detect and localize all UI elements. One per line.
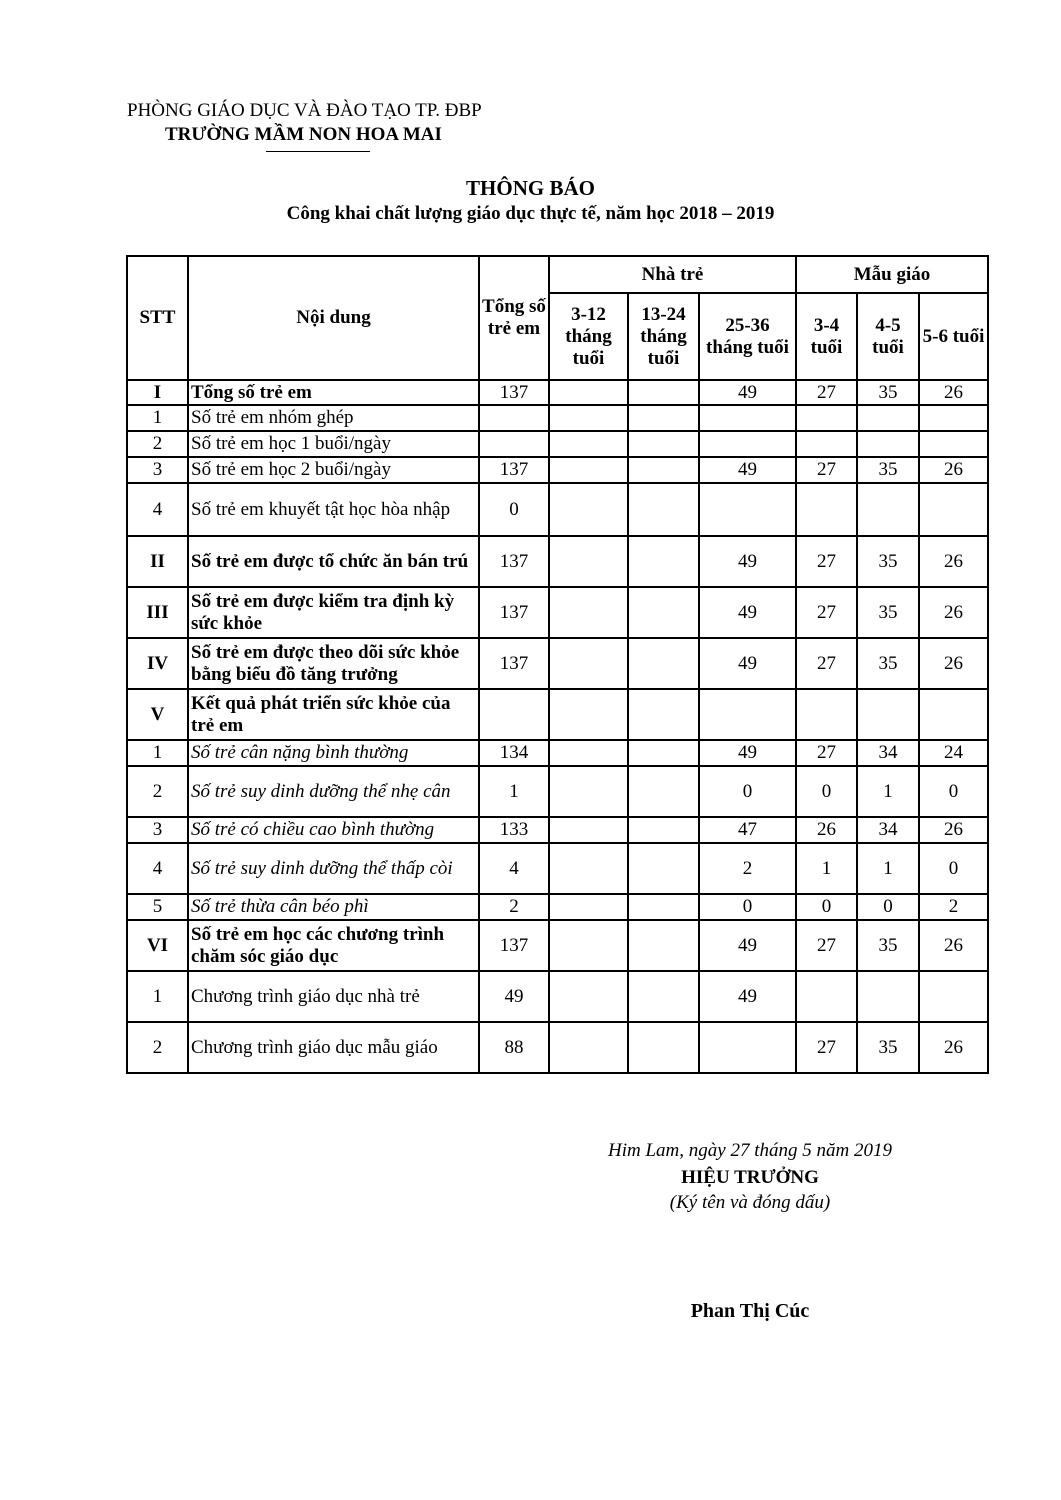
row-stt: I	[127, 380, 188, 405]
row-stt: 1	[127, 405, 188, 431]
row-value-c6: 24	[919, 740, 988, 766]
row-stt: 5	[127, 894, 188, 920]
row-value-c5: 35	[857, 587, 919, 638]
row-value-c5	[857, 431, 919, 457]
row-value-total: 88	[479, 1022, 549, 1073]
row-value-c2	[628, 431, 699, 457]
row-value-c4	[796, 971, 857, 1022]
row-value-c2	[628, 843, 699, 894]
row-value-c3: 0	[699, 894, 796, 920]
row-value-c5: 0	[857, 894, 919, 920]
row-value-c2	[628, 817, 699, 843]
row-value-c5: 35	[857, 638, 919, 689]
row-value-c5: 35	[857, 457, 919, 483]
row-value-c3	[699, 405, 796, 431]
row-value-c1	[549, 894, 628, 920]
row-value-c2	[628, 766, 699, 817]
row-value-c2	[628, 380, 699, 405]
row-value-c3	[699, 431, 796, 457]
document-subtitle: Công khai chất lượng giáo dục thực tế, năm học 2018 – 2019	[286, 203, 775, 224]
row-value-c3: 49	[699, 971, 796, 1022]
row-value-c5	[857, 689, 919, 740]
row-value-c1	[549, 817, 628, 843]
row-value-c3	[699, 483, 796, 536]
header-4-5-years: 4-5 tuổi	[857, 293, 919, 380]
row-value-total: 1	[479, 766, 549, 817]
row-value-c4	[796, 405, 857, 431]
row-stt: V	[127, 689, 188, 740]
row-content: Số trẻ em được kiểm tra định kỳ sức khỏe	[188, 587, 479, 638]
row-value-c2	[628, 894, 699, 920]
row-value-c4	[796, 431, 857, 457]
table-row	[127, 536, 988, 587]
department-name: PHÒNG GIÁO DỤC VÀ ĐÀO TẠO TP. ĐBP	[127, 100, 482, 121]
row-value-total: 4	[479, 843, 549, 894]
table-row	[127, 483, 988, 536]
table-row	[127, 689, 988, 740]
row-value-c4: 27	[796, 587, 857, 638]
row-stt: 2	[127, 431, 188, 457]
header-3-4-years: 3-4 tuổi	[796, 293, 857, 380]
row-value-c3: 2	[699, 843, 796, 894]
row-value-c2	[628, 405, 699, 431]
row-value-c1	[549, 536, 628, 587]
row-value-c3: 49	[699, 920, 796, 971]
row-value-total: 137	[479, 380, 549, 405]
row-value-c5	[857, 405, 919, 431]
row-value-c3: 49	[699, 536, 796, 587]
row-value-c4	[796, 689, 857, 740]
row-value-c6	[919, 971, 988, 1022]
table-row	[127, 740, 988, 766]
table-row	[127, 894, 988, 920]
table-row	[127, 587, 988, 638]
row-content: Kết quả phát triển sức khỏe của trẻ em	[188, 689, 479, 740]
row-value-c1	[549, 766, 628, 817]
row-value-total: 134	[479, 740, 549, 766]
row-value-c4: 26	[796, 817, 857, 843]
row-value-c1	[549, 843, 628, 894]
row-value-c4: 1	[796, 843, 857, 894]
row-value-c6: 26	[919, 920, 988, 971]
row-content: Số trẻ em nhóm ghép	[188, 405, 479, 431]
row-stt: 2	[127, 766, 188, 817]
table-row	[127, 971, 988, 1022]
row-value-c1	[549, 457, 628, 483]
row-value-c6: 26	[919, 817, 988, 843]
row-content: Chương trình giáo dục mẫu giáo	[188, 1022, 479, 1073]
table-row	[127, 843, 988, 894]
row-value-c4: 27	[796, 457, 857, 483]
row-value-c1	[549, 431, 628, 457]
table-row	[127, 920, 988, 971]
header-group-mau-giao: Mẫu giáo	[796, 256, 988, 293]
row-value-total	[479, 431, 549, 457]
table-row	[127, 431, 988, 457]
row-value-c5: 35	[857, 536, 919, 587]
signature-role: HIỆU TRƯỞNG	[681, 1167, 819, 1188]
header-3-12-months: 3-12 tháng tuổi	[549, 293, 628, 380]
row-value-c5: 35	[857, 920, 919, 971]
row-value-total: 2	[479, 894, 549, 920]
table-body	[127, 380, 988, 1073]
signature-name: Phan Thị Cúc	[690, 1300, 810, 1322]
document-title: THÔNG BÁO	[466, 176, 595, 200]
row-value-c6: 26	[919, 457, 988, 483]
row-value-total: 49	[479, 971, 549, 1022]
signature-note: (Ký tên và đóng dấu)	[669, 1192, 831, 1213]
row-stt: 1	[127, 740, 188, 766]
row-content: Số trẻ cân nặng bình thường	[188, 740, 479, 766]
header-13-24-months: 13-24 tháng tuổi	[628, 293, 699, 380]
row-value-c4: 27	[796, 920, 857, 971]
row-stt: 4	[127, 843, 188, 894]
row-value-c2	[628, 1022, 699, 1073]
table-row	[127, 457, 988, 483]
row-stt: 3	[127, 457, 188, 483]
row-stt: 2	[127, 1022, 188, 1073]
header-content: Nội dung	[188, 256, 479, 380]
row-value-c1	[549, 1022, 628, 1073]
row-stt: IV	[127, 638, 188, 689]
row-value-c5	[857, 971, 919, 1022]
table-row	[127, 817, 988, 843]
row-content: Tổng số trẻ em	[188, 380, 479, 405]
row-value-c2	[628, 483, 699, 536]
row-value-c5: 1	[857, 766, 919, 817]
table-row	[127, 405, 988, 431]
header-5-6-years: 5-6 tuổi	[919, 293, 988, 380]
row-value-total: 137	[479, 920, 549, 971]
row-value-c4	[796, 483, 857, 536]
row-stt: II	[127, 536, 188, 587]
row-content: Số trẻ em được tổ chức ăn bán trú	[188, 536, 479, 587]
row-value-c3: 49	[699, 380, 796, 405]
row-value-c4: 0	[796, 766, 857, 817]
row-value-total: 137	[479, 536, 549, 587]
row-value-c6: 26	[919, 536, 988, 587]
row-content: Số trẻ suy dinh dưỡng thể nhẹ cân	[188, 766, 479, 817]
row-value-total: 133	[479, 817, 549, 843]
row-value-c6: 26	[919, 638, 988, 689]
row-value-c6: 0	[919, 766, 988, 817]
row-value-c3: 49	[699, 638, 796, 689]
header-group-nha-tre: Nhà trẻ	[549, 256, 796, 293]
row-value-c3: 47	[699, 817, 796, 843]
row-value-c4: 27	[796, 638, 857, 689]
row-value-c2	[628, 457, 699, 483]
row-value-c2	[628, 587, 699, 638]
row-value-c2	[628, 971, 699, 1022]
signature-place-date: Him Lam, ngày 27 tháng 5 năm 2019	[608, 1140, 892, 1161]
row-value-c6	[919, 689, 988, 740]
row-value-total: 137	[479, 587, 549, 638]
row-value-c4: 27	[796, 380, 857, 405]
row-value-c3: 49	[699, 587, 796, 638]
row-value-c1	[549, 971, 628, 1022]
header-stt: STT	[127, 256, 188, 380]
school-name-underline	[266, 151, 370, 152]
row-value-c3	[699, 1022, 796, 1073]
row-value-c2	[628, 740, 699, 766]
header-total: Tổng số trẻ em	[479, 256, 549, 380]
row-value-c1	[549, 689, 628, 740]
row-value-c4: 0	[796, 894, 857, 920]
row-value-c5: 35	[857, 380, 919, 405]
row-value-c1	[549, 380, 628, 405]
row-value-c3: 49	[699, 457, 796, 483]
row-stt: VI	[127, 920, 188, 971]
row-content: Số trẻ em học 1 buổi/ngày	[188, 431, 479, 457]
row-value-c2	[628, 536, 699, 587]
row-value-c1	[549, 587, 628, 638]
row-value-c4: 27	[796, 1022, 857, 1073]
quality-table	[126, 255, 989, 1074]
row-value-c5: 1	[857, 843, 919, 894]
row-value-total: 137	[479, 638, 549, 689]
row-value-c6: 2	[919, 894, 988, 920]
row-value-c6: 0	[919, 843, 988, 894]
table-row	[127, 380, 988, 405]
row-content: Số trẻ em học 2 buổi/ngày	[188, 457, 479, 483]
row-value-c1	[549, 405, 628, 431]
row-stt: 3	[127, 817, 188, 843]
row-value-total: 137	[479, 457, 549, 483]
school-name: TRƯỜNG MẦM NON HOA MAI	[165, 124, 442, 145]
row-content: Chương trình giáo dục nhà trẻ	[188, 971, 479, 1022]
row-value-total	[479, 405, 549, 431]
row-content: Số trẻ có chiều cao bình thường	[188, 817, 479, 843]
row-value-c1	[549, 483, 628, 536]
row-content: Số trẻ thừa cân béo phì	[188, 894, 479, 920]
row-value-c6: 26	[919, 587, 988, 638]
row-value-c4: 27	[796, 740, 857, 766]
table-row	[127, 1022, 988, 1073]
row-value-c1	[549, 638, 628, 689]
header-25-36-months: 25-36 tháng tuổi	[699, 293, 796, 380]
row-value-c6: 26	[919, 1022, 988, 1073]
row-value-c5: 34	[857, 817, 919, 843]
table-row	[127, 638, 988, 689]
row-content: Số trẻ em được theo dõi sức khỏe bằng biểu đồ tăng trưởng	[188, 638, 479, 689]
row-value-total	[479, 689, 549, 740]
row-value-c2	[628, 638, 699, 689]
row-value-c6	[919, 483, 988, 536]
row-value-c6	[919, 405, 988, 431]
row-value-c5: 35	[857, 1022, 919, 1073]
row-value-c1	[549, 920, 628, 971]
row-value-c4: 27	[796, 536, 857, 587]
row-value-c2	[628, 920, 699, 971]
row-value-c5: 34	[857, 740, 919, 766]
row-value-total: 0	[479, 483, 549, 536]
row-value-c3: 0	[699, 766, 796, 817]
row-stt: 1	[127, 971, 188, 1022]
row-value-c5	[857, 483, 919, 536]
row-stt: III	[127, 587, 188, 638]
row-value-c1	[549, 740, 628, 766]
row-value-c3	[699, 689, 796, 740]
table-row	[127, 766, 988, 817]
row-value-c3: 49	[699, 740, 796, 766]
row-value-c6	[919, 431, 988, 457]
row-content: Số trẻ em khuyết tật học hòa nhập	[188, 483, 479, 536]
row-value-c2	[628, 689, 699, 740]
row-content: Số trẻ suy dinh dưỡng thể thấp còi	[188, 843, 479, 894]
row-value-c6: 26	[919, 380, 988, 405]
row-content: Số trẻ em học các chương trình chăm sóc giáo dục	[188, 920, 479, 971]
row-stt: 4	[127, 483, 188, 536]
